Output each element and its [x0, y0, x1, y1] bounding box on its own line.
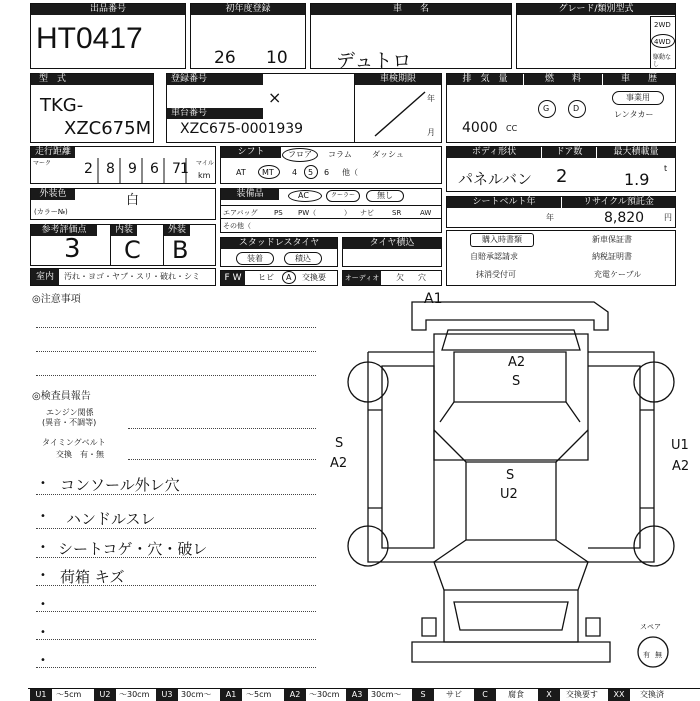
reg-no-label: 登録番号	[167, 74, 263, 85]
mileage-digit-4: 6	[150, 161, 159, 177]
legend-val-a2: ～30cm	[309, 690, 340, 699]
note-bullet-6: •	[40, 627, 46, 638]
legend-val-a3: 30cm～	[371, 690, 402, 699]
history-business: 事業用	[612, 91, 664, 105]
grade-label: グレード/類別型式	[517, 4, 675, 15]
inspector-title: ◎検査員報告	[32, 391, 91, 402]
legend-val-xx: 交換済	[640, 690, 664, 699]
mileage-digit-1: 2	[84, 161, 95, 177]
color-no: (カラー№)	[34, 208, 68, 216]
model-value-2: XZC675M	[64, 118, 152, 139]
spare-label: スペア	[640, 623, 661, 631]
reg-no-value: ×	[268, 88, 282, 107]
mark-a2-rear: A2	[508, 355, 526, 370]
audio-hole: 穴	[418, 273, 426, 282]
score-label: 参考評価点	[31, 225, 97, 236]
legend-key-xx: XX	[608, 689, 630, 701]
fuel-d: D	[573, 104, 580, 113]
equip-cooler: クーラー	[326, 190, 360, 202]
engine-line	[128, 428, 316, 429]
seatbelt-label: シートベルト年	[447, 197, 561, 208]
note-bullet-5: •	[40, 599, 46, 610]
history-label: 車 歴	[603, 74, 675, 85]
doc-cancel: 抹消受付可	[476, 270, 516, 279]
equip-other: その他（	[223, 222, 251, 230]
shift-label: シフト	[221, 147, 281, 158]
equip-none: 無し	[366, 190, 404, 202]
doc-purchase: 購入時書類	[470, 233, 534, 247]
recycle-unit: 円	[664, 213, 672, 222]
doors-value: 2	[556, 166, 568, 187]
timing-label: タイミングベルト	[42, 438, 106, 447]
grade-div-2	[163, 224, 164, 266]
mileage-digit-6: 1	[180, 161, 189, 177]
note-1: コンソール外レ穴	[60, 476, 180, 494]
equip-aw: AW	[420, 209, 432, 217]
mark-u2-roof: U2	[500, 487, 518, 502]
room-notes: 汚れ・ヨゴ・ヤブ・スリ・破れ・シミ	[64, 272, 200, 281]
note-line-5	[36, 611, 316, 612]
fw-a: A	[286, 273, 292, 282]
seatbelt-unit: 年	[546, 213, 554, 222]
drive-2wd: 2WD	[654, 21, 671, 29]
mileage-mark: マーク	[33, 160, 52, 167]
doors-label: ドア数	[542, 147, 596, 158]
legend-val-u3: 30cm～	[181, 690, 212, 699]
shift-column: コラム	[328, 150, 352, 159]
note-bullet-7: •	[40, 655, 46, 666]
equip-sr: SR	[392, 209, 402, 217]
legend-val-c: 腐食	[508, 690, 524, 699]
mark-s-roof: S	[506, 468, 515, 483]
note-line-7	[36, 667, 316, 668]
mileage-digit-3: 9	[128, 161, 137, 177]
history-rental: レンタカー	[614, 110, 654, 119]
spare-no: 無	[655, 651, 662, 659]
doc-charge-cable: 充電ケーブル	[594, 270, 642, 279]
studless-loaded: 積込	[284, 252, 322, 265]
lot-number: HT0417	[36, 22, 143, 55]
engine-sub: (異音・不調等)	[42, 418, 97, 427]
spare-yes: 有	[643, 651, 650, 659]
note-line-2	[36, 528, 316, 529]
mile-unit: マイル	[196, 160, 214, 167]
mark-s-rear: S	[512, 374, 521, 389]
note-line-4	[36, 585, 316, 586]
room-label: 室内	[31, 269, 59, 285]
mark-a1-top: A1	[424, 291, 443, 307]
mark-u1-right: U1	[671, 438, 689, 453]
disp-label: 排 気 量	[447, 74, 523, 85]
body-value: パネルバン	[458, 170, 532, 188]
note-bullet-1: •	[40, 478, 46, 489]
drive-none: 駆動なし	[653, 54, 672, 68]
doc-insurance: 自賠承認請求	[470, 252, 518, 261]
shift-dash: ダッシュ	[372, 150, 404, 159]
fw-crack: ヒビ	[258, 273, 274, 282]
equip-pw-close: ）	[344, 209, 351, 217]
legend-val-a1: ～5cm	[246, 690, 272, 699]
shift-mt: MT	[262, 168, 274, 177]
exterior-label: 外装	[164, 225, 190, 236]
model-label: 型 式	[31, 74, 153, 85]
chassis-value: XZC675-0001939	[180, 121, 304, 137]
mark-a2-left: A2	[330, 456, 348, 471]
color-value: 白	[126, 193, 140, 208]
legend-val-u2: ～30cm	[119, 690, 150, 699]
engine-label: エンジン関係	[46, 408, 94, 417]
shift-at: AT	[236, 168, 246, 177]
shift-floor: フロア	[288, 150, 312, 159]
first-reg-label: 初年度登録	[191, 4, 305, 15]
fw-label: F W	[221, 271, 245, 285]
note-bullet-4: •	[40, 570, 46, 581]
legend-key-x: X	[538, 689, 560, 701]
note-bullet-3: •	[40, 542, 46, 553]
caution-line-3	[36, 375, 316, 376]
equip-ps: PS	[274, 209, 283, 217]
legend-key-a2: A2	[284, 689, 306, 701]
fw-replace: 交換要	[302, 273, 326, 282]
first-reg-month: 10	[266, 48, 288, 68]
drive-4wd: 4WD	[654, 38, 671, 46]
car-name: デュトロ	[336, 50, 412, 72]
recycle-value: 8,820	[604, 210, 645, 226]
mark-a2-right: A2	[672, 459, 690, 474]
doc-warranty: 新車保証書	[592, 235, 632, 244]
exterior-value: B	[172, 236, 189, 264]
mileage-grid	[76, 158, 196, 184]
grade-div-1	[110, 224, 111, 266]
caution-line-1	[36, 327, 316, 328]
interior-label: 内装	[111, 225, 137, 236]
fuel-g: G	[543, 104, 550, 113]
model-value-1: TKG-	[40, 95, 84, 116]
legend-key-u2: U2	[94, 689, 116, 701]
legend-key-u1: U1	[30, 689, 52, 701]
caution-title: ◎注意事項	[32, 294, 81, 305]
equip-pw: PW（	[298, 209, 317, 217]
inspection-month-unit: 月	[427, 128, 435, 137]
equip-divider-2	[220, 218, 442, 219]
note-bullet-2: •	[40, 511, 46, 522]
load-value: 1.9	[624, 170, 650, 189]
equip-navi: ナビ	[360, 209, 374, 217]
shift-4: 4	[292, 168, 298, 177]
lot-label: 出品番号	[31, 4, 185, 15]
first-reg-year: 26	[214, 48, 236, 68]
note-2: ハンドルスレ	[66, 510, 156, 528]
legend-key-u3: U3	[156, 689, 178, 701]
doc-tax: 納税証明書	[592, 252, 632, 261]
car-name-label: 車 名	[311, 4, 511, 15]
audio-label: オーディオ	[343, 271, 381, 285]
equip-ac: AC	[298, 191, 309, 200]
timing-sub: 交換 有・無	[56, 450, 104, 459]
disp-value: 4000	[462, 120, 498, 136]
note-line-3	[36, 557, 316, 558]
timing-line	[128, 459, 316, 460]
shift-6: 6	[324, 168, 330, 177]
legend-key-c: C	[474, 689, 496, 701]
equip-label: 装備品	[221, 189, 279, 200]
legend-key-a1: A1	[220, 689, 242, 701]
mileage-digit-2: 8	[106, 161, 115, 177]
shift-other: 他（	[342, 168, 358, 177]
inspection-label: 車検期限	[355, 74, 441, 85]
tire-label: タイヤ積込	[343, 238, 441, 249]
mileage-label: 走行距離	[31, 147, 75, 158]
mark-s-left: S	[335, 436, 344, 451]
load-unit: t	[664, 164, 668, 173]
legend-val-s: サビ	[446, 690, 462, 699]
legend-key-s: S	[412, 689, 434, 701]
legend-val-u1: ～5cm	[56, 690, 82, 699]
interior-value: C	[124, 236, 141, 264]
score-value: 3	[64, 234, 81, 264]
shift-5: 5	[308, 168, 314, 177]
studless-mounted: 装着	[236, 252, 274, 265]
legend-val-x: 交換要す	[566, 690, 598, 699]
chassis-label: 車台番号	[167, 108, 263, 119]
disp-unit: CC	[506, 124, 518, 133]
recycle-label: リサイクル預託金	[562, 197, 675, 208]
color-label: 外装色	[31, 189, 75, 200]
equip-divider	[220, 205, 442, 206]
mileage-digit-5: 7	[172, 161, 181, 177]
body-label: ボディ形状	[447, 147, 541, 158]
caution-line-2	[36, 351, 316, 352]
audio-missing: 欠	[396, 273, 404, 282]
equip-airbag: エアバッグ	[223, 209, 258, 217]
note-line-6	[36, 639, 316, 640]
load-label: 最大積載量	[597, 147, 675, 158]
inspection-year-unit: 年	[427, 94, 435, 103]
note-4: 荷箱 キズ	[60, 568, 125, 586]
studless-label: スタッドレスタイヤ	[221, 238, 337, 249]
note-3: シートコゲ・穴・破レ	[58, 540, 208, 558]
legend-key-a3: A3	[346, 689, 368, 701]
km-unit: km	[198, 171, 211, 180]
note-line-1	[36, 494, 316, 495]
fuel-label: 燃 料	[524, 74, 602, 85]
